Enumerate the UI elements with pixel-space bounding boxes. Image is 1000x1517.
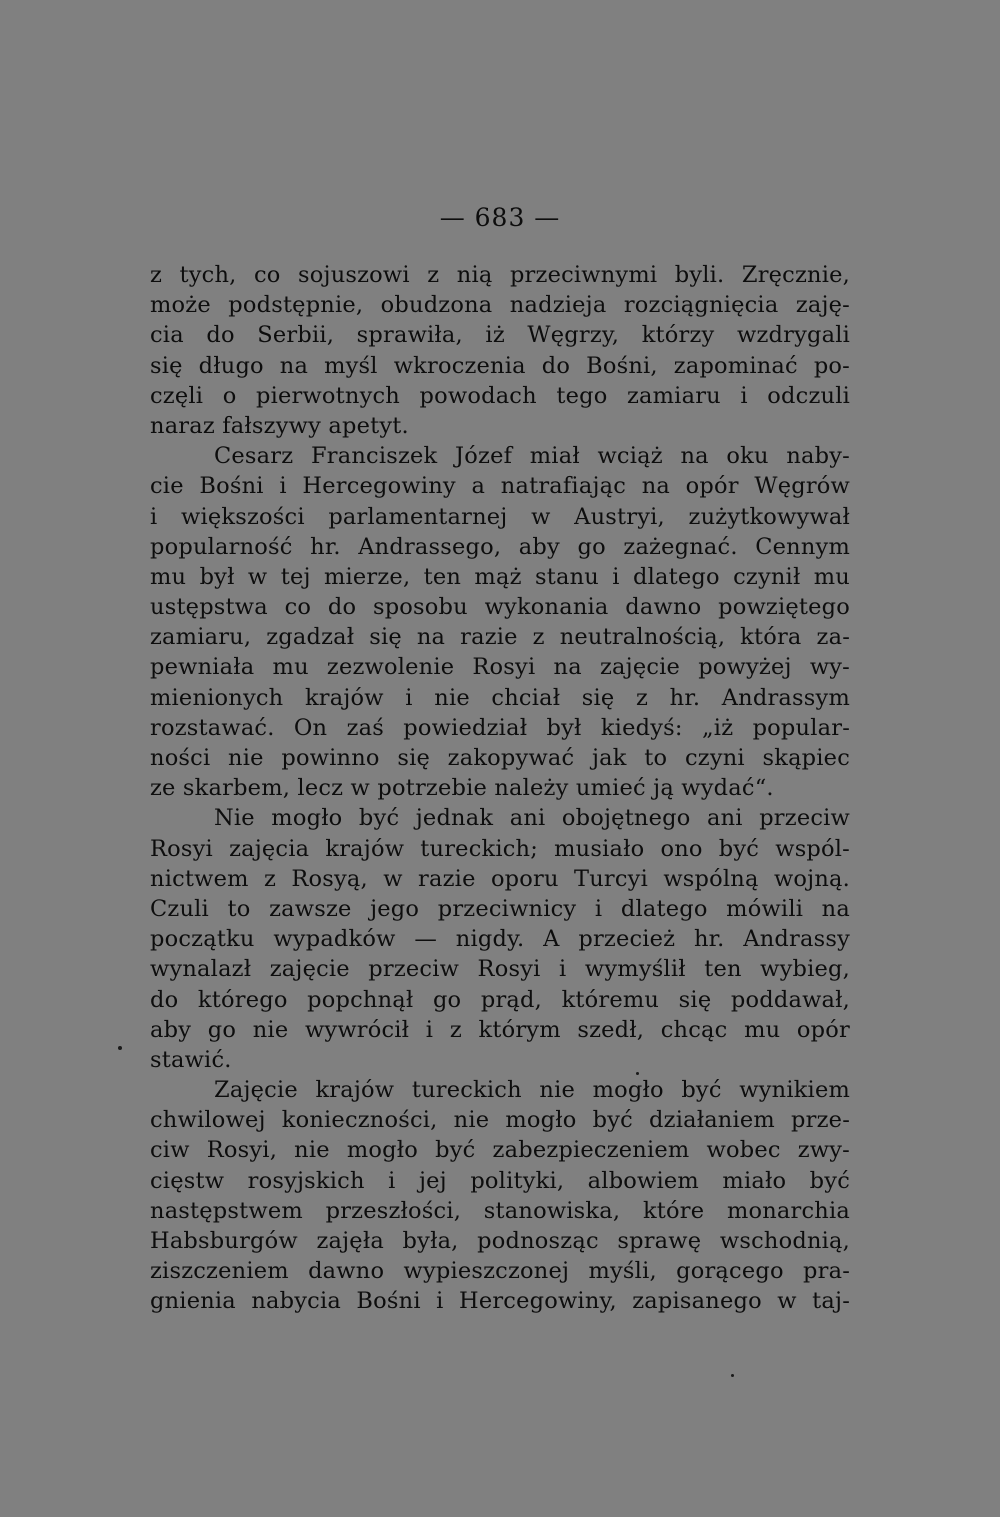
text-line: mienionych krajów i nie chciał się z hr. Andrassym bbox=[150, 684, 850, 711]
text-line: Habsburgów zajęła była, podnosząc sprawę wschodnią, bbox=[150, 1228, 850, 1254]
text-line: może podstępnie, obudzona nadzieja rozciągnięcia zaję- bbox=[150, 292, 850, 319]
text-line: z tych, co sojuszowi z nią przeciwnymi byli. Zręcznie, bbox=[150, 262, 850, 288]
ink-speck bbox=[731, 1374, 734, 1377]
text-line: rozstawać. On zaś powiedział był kiedyś: „iż popular- bbox=[150, 714, 850, 741]
ink-speck bbox=[118, 1046, 122, 1050]
text-line: gnienia nabycia Bośni i Hercegowiny, zapisanego w taj- bbox=[150, 1288, 850, 1315]
text-line: popularność hr. Andrassego, aby go zażegnać. Cennym bbox=[150, 533, 850, 560]
text-line: Rosyi zajęcia krajów tureckich; musiało ono być wspól- bbox=[150, 835, 850, 862]
text-line: Zajęcie krajów tureckich nie mogło być wynikiem bbox=[214, 1077, 850, 1104]
text-line: częli o pierwotnych powodach tego zamiaru i odczuli bbox=[150, 382, 850, 409]
text-line: do którego popchnął go prąd, któremu się poddawał, bbox=[150, 986, 850, 1013]
text-line: naraz fałszywy apetyt. bbox=[150, 412, 409, 439]
text-line: ności nie powinno się zakopywać jak to czyni skąpiec bbox=[150, 745, 850, 771]
text-line: cięstw rosyjskich i jej polityki, albowiem miało być bbox=[150, 1167, 850, 1194]
text-line: aby go nie wywrócił i z którym szedł, chcąc mu opór bbox=[150, 1016, 850, 1043]
text-line: się długo na myśl wkroczenia do Bośni, zapominać po- bbox=[150, 352, 850, 379]
text-line: ziszczeniem dawno wypieszczonej myśli, gorącego pra- bbox=[150, 1258, 850, 1285]
text-line: ciw Rosyi, nie mogło być zabezpieczeniem wobec zwy- bbox=[150, 1137, 850, 1164]
text-line: ze skarbem, lecz w potrzebie należy umieć ją wydać“. bbox=[150, 775, 774, 802]
text-line: i większości parlamentarnej w Austryi, zużytkowywał bbox=[150, 503, 850, 530]
body-text bbox=[150, 260, 850, 1317]
text-line: mu był w tej mierze, ten mąż stanu i dlatego czynił mu bbox=[150, 563, 850, 590]
text-line: cia do Serbii, sprawiła, iż Węgrzy, którzy wzdrygali bbox=[150, 322, 850, 349]
text-line: chwilowej konieczności, nie mogło być działaniem prze- bbox=[150, 1107, 850, 1134]
text-line: zamiaru, zgadzał się na razie z neutralnością, która za- bbox=[150, 624, 850, 651]
text-line: nictwem z Rosyą, w razie oporu Turcyi wspólną wojną. bbox=[150, 865, 850, 892]
text-line: ustępstwa co do sposobu wykonania dawno powziętego bbox=[150, 594, 850, 621]
text-line: stawić. bbox=[150, 1046, 232, 1073]
page-number: — 683 — bbox=[439, 203, 561, 232]
text-line: Nie mogło być jednak ani obojętnego ani przeciw bbox=[214, 805, 850, 832]
text-line: początku wypadków — nigdy. A przecież hr. Andrassy bbox=[150, 926, 850, 953]
text-line: Czuli to zawsze jego przeciwnicy i dlatego mówili na bbox=[150, 895, 850, 922]
text-line: pewniała mu zezwolenie Rosyi na zajęcie powyżej wy- bbox=[150, 654, 850, 681]
ink-speck bbox=[636, 1072, 639, 1075]
text-line: Cesarz Franciszek Józef miał wciąż na oku naby- bbox=[214, 443, 850, 470]
text-line: cie Bośni i Hercegowiny a natrafiając na opór Węgrów bbox=[150, 473, 850, 500]
text-line: wynalazł zajęcie przeciw Rosyi i wymyślił ten wybieg, bbox=[150, 956, 850, 983]
text-line: następstwem przeszłości, stanowiska, które monarchia bbox=[150, 1197, 850, 1224]
